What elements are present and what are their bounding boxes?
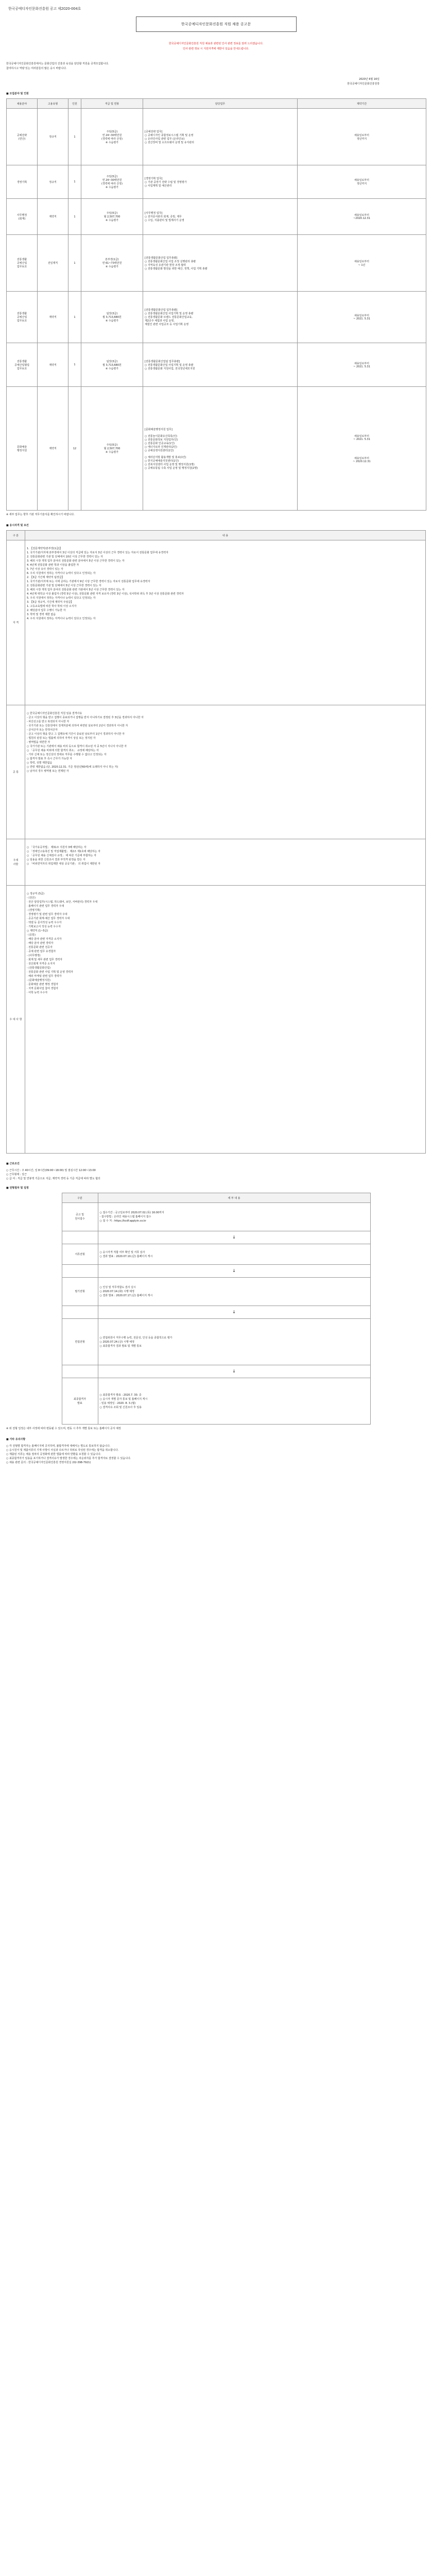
recruitment-header-row	[7, 99, 426, 109]
cell-duties: [문화예술행정지원 업무] ○ 전통놀이문화유산목록(인) ○ 전통문화정보 지원업무(인) ○ 전통문화 인증교육(1인) ○ 에너지로라 인재관리(2인) ○ 공예상생지원센터(1인) ○ 체리단지방 활용개발 및 홍보(1인) ○ 한지공예예술지원센터(1인) ○ 전북지원센터 사업 운영 및 행정지원(1명) ○ 공예유통팀 수축 사업 운영 및 행정지원(2명)	[143, 387, 298, 511]
header-count: 인원	[68, 99, 81, 109]
cell-field: 전통생활 공예산업 업무보조	[7, 235, 38, 292]
table-row	[7, 886, 426, 1154]
note-line: ○ 채용 관련 문의 : 한국공예디자인문화진흥원 경영지원실 (02-398-7921)	[6, 1461, 91, 1464]
cell-field: 공예전략 (연산)	[7, 109, 38, 165]
header-detail: 세 부 내 용	[98, 1193, 370, 1203]
cell-count: 1	[68, 109, 81, 165]
cell-period: 채용일로부터 ~ 2021. 5.31	[298, 343, 426, 387]
cell-field: 전통생활 공예산업 업무보조	[7, 292, 38, 343]
process-arrow-row	[62, 1231, 370, 1244]
cell-grade: 주임(5급) 연 24~30백만원 (경력에 따라 산정) ※ 수습평가	[81, 165, 143, 199]
cell-period: 채용일로부터 ~2020.12.31	[298, 199, 426, 235]
cell-grade: 주임(5급) 연 24~30백만원 (경력에 따라 산정) ※ 수습평가	[81, 109, 143, 165]
cell-period: 채용일로부터 정년까지	[298, 109, 426, 165]
process-row	[62, 1244, 370, 1265]
requirements-header-row	[7, 531, 426, 540]
cell-type: 계약직	[38, 343, 68, 387]
cell-grade: 주임(5급) 월 2,507,700 ※ 수습평가	[81, 199, 143, 235]
cell-field: 문화예술 행정지원	[7, 387, 38, 511]
process-header-row	[62, 1193, 370, 1203]
date-block	[6, 77, 379, 87]
process-row	[62, 1278, 370, 1306]
requirement-content: ○ 한국공예디자인문화진흥원 직원 임용 결격사유 - 금고 이상의 형을 받고 집행이 종료되거나 집행을 받지 아니하기로 결정된 후 3년을 경과하지 아니한 자 - 파산선고를 받고 복권되지 아니한 자 - 국가기관 또는 진흥원에서 징계처분에 의하여 파면된 날로부터 2년이 경과하지 아니한 자 - 금치산자 또는 한정치산자 - 금고 이상의 형을 받고 그 집행유예 기간이 종료된 날로부터 1년이 경과하지 아니한 자 - 법원의 판결 또는 법률에 의하여 자격이 상실 또는 정지된 자 - 병역법을 위반한 자 ○ 국가기관 또는 기관에서 채용 비리 등으로 합격이 취소된 자 중 5년이 지나지 아니한 자 ○ 「공무원 채용 비위에 의한 합격의 취소」 규정에 해당하는 자 - 기타 신체 또는 정신상의 장애로 직무를 수행할 수 없다고 인정되는 자 ○ 합격자 발표 후 즉시 근무가 가능한 자 ○ 학력, 성별 제한없음 ○ 연령 제한없음 (단, 2020.12.31. 기준 정년(만60세)에 도래하지 아니 하는 자) ○ 남자의 경우 병역필 또는 면제된 자	[25, 705, 426, 839]
cell-field: 사무행정 (회계)	[7, 199, 38, 235]
down-arrow-icon: ↓	[98, 1231, 370, 1244]
cell-count: 1	[68, 235, 81, 292]
cell-count: 12	[68, 387, 81, 511]
process-detail: ○ 접수기간 : 공고일로부터 2020.07.02.(목) 16:00까지 - 접수방법 : 온라인 채용시스템 홈페이지 접수 ○ 접 수 처 : https://kcdf.applyin.co.kr	[98, 1203, 370, 1231]
process-stage: 서류전형	[62, 1244, 98, 1265]
process-arrow-row	[62, 1365, 370, 1378]
notice-org: 한국공예디자인문화진흥원장	[347, 82, 379, 86]
intro-para-2: 참여하시고 역량 있는 여러분들의 많은 응시 바랍니다.	[6, 67, 67, 70]
conditions-list	[6, 1168, 426, 1181]
intro-paragraph	[6, 62, 426, 71]
arrow-spacer	[62, 1265, 98, 1278]
cell-type: 계약직	[38, 387, 68, 511]
cell-duties: [사무행정 업무] ○ 전자문서관리 회계, 증빙, 제무 ○ 수입, 지출관리 및 법제사기 운영	[143, 199, 298, 235]
requirement-content: ○ 「국가유공자법」 제31조 지원자 3배 해당하는 자 ○ 「장애인고용촉진 및 직업재활법」 제2조 제1호에 해당하는 자 ○ 「공무원 채용 신체검사 규정」 에 따른 기준에 부합하는 자 ○ 임용을 위한 신원조사 결과 부적격 판정을 받은 자 ○ 「비위면직자의 취업제한 대상 공공기관」 의 취업이 제한된 자	[25, 839, 426, 886]
requirements-table	[6, 530, 426, 1154]
cell-duties: [전통생활문화산업 업무총괄] ○ 전통생활문화산업 사업 조정 실행관리 총괄 ○ 지역육성 유관기관 현장 조정·협력 ○ 전통생활문화 발전을 위한 예산, 정책, 사업 기획 총괄	[143, 235, 298, 292]
cell-period: 채용일로부터 ~ 2021. 5.31 채용일로부터 ~ 2020.12.31	[298, 387, 426, 511]
process-detail: ○ 최종합격자 발표 : 2020.7. 30. 중 ○ 응시자 개별 문자 통보 및 홈페이지 게시 - 임용 예정일 : 2020. 8. 3.(월) ○ 결격사유 조회 및 신원조사 후 임용	[98, 1378, 370, 1425]
condition-line: ○ 급 여 : 직급 및 연봉액 기준으로 지급, 계약직 경력 등 기준 직급에 따라 별도 협의	[6, 1177, 100, 1180]
header-type: 고용유형	[38, 99, 68, 109]
header-category: 구 분	[7, 531, 25, 540]
cell-field: 경영기획	[7, 165, 38, 199]
condition-line: ○ 근무형태 : 상근	[6, 1173, 27, 1176]
cell-duties: [전통생활문화산업 업무총괄] ○ 전통생활문화산업 사업기획 및 운영 총괄 ○ 전통생활문화 브랜드 전통문화산업교육, 제2공주 체험과 사업 운영, 체험인 관련 사업공모 등 사업기획 운영	[143, 292, 298, 343]
table-row	[7, 387, 426, 511]
process-stage: 면접전형	[62, 1319, 98, 1365]
note-line: ○ 최종합격자가 임용을 포기하거나 결격사유가 발생한 경우에는 차순위자를 추가 합격자로 결정할 수 있습니다.	[6, 1457, 131, 1460]
intro-notice	[6, 41, 426, 52]
process-row	[62, 1203, 370, 1231]
table-row	[7, 109, 426, 165]
header-period: 계약기간	[298, 99, 426, 109]
process-table	[62, 1193, 371, 1425]
cell-duties: [경영기획 업무] ○ 기관 중장기 전략 수립 및 경영평가 ○ 사업계획 및 예산관리	[143, 165, 298, 199]
process-row	[62, 1319, 370, 1365]
table-row	[7, 540, 426, 705]
notice-title: 한국공예디자인문화진흥원 직원 채용 공고문	[136, 16, 297, 32]
cell-duties: [전통생활문화산업팀 업무총괄] ○ 전통생활문화산업 사업기획 및 운영 총괄 ○ 전통생활문화 지원사업, 전국청년세모지원	[143, 343, 298, 387]
table-row	[7, 165, 426, 199]
cell-field: 전통생활 공예산업협업 업무보조	[7, 343, 38, 387]
header-content: 내 용	[25, 531, 426, 540]
table-row	[7, 235, 426, 292]
cell-count: 1	[68, 199, 81, 235]
down-arrow-icon: ↓	[98, 1365, 370, 1378]
cell-type: 정규직	[38, 109, 68, 165]
cell-type: 계약직	[38, 199, 68, 235]
header-field: 채용분야	[7, 99, 38, 109]
notice-page	[6, 0, 426, 1465]
notice-number: 한국공예디자인문화진흥원 공고 제2020-004호	[8, 7, 81, 11]
process-detail: ○ 응시자격 적합 여부 확인 및 서류 심사 ○ 결과 발표 : 2020.07.10.(금) 홈페이지 게시	[98, 1244, 370, 1265]
table-row	[7, 705, 426, 839]
cell-type: 계약직	[38, 292, 68, 343]
table-row	[7, 343, 426, 387]
arrow-spacer	[62, 1306, 98, 1319]
arrow-spacer	[62, 1231, 98, 1244]
table-row	[7, 292, 426, 343]
header-stage: 구분	[62, 1193, 98, 1203]
cell-type: 전일제직	[38, 235, 68, 292]
process-note: ※ 위 전형 일정은 내부 사정에 따라 변동될 수 있으며, 변동 시 추후 개별 통보 또는 홈페이지 공지 예정	[6, 1427, 121, 1430]
note-line: ○ 각 전형별 합격자는 홈페이지에 공지하며, 불합격자에 대해서는 별도로 통보하지 않습니다.	[6, 1445, 111, 1448]
arrow-spacer	[62, 1365, 98, 1378]
cell-grade: 본부장(1급) 연 61~73백만원 ※ 수습평가	[81, 235, 143, 292]
intro-para-1: 한국공예디자인문화진흥원에서는 문화산업의 진흥과 육성을 담당할 직원을 공개모집합니다.	[6, 62, 109, 65]
cell-count: 1	[68, 165, 81, 199]
requirement-content: 1. 【전문계약직/본부장(1급)】 1. 국가기관/지자체 본부장에서 3년 이상의 직급에 있는 자로서 3년 이상의 근무 경력이 있는 자로서 전통문화 업무에 유경력자 2. 전통문화관련 기관 및 단체에서 10년 이상 근무한 경력이 있는 자 3. 해외 시장 개척 업무 분야의 전통문화 관련 분야에서 5년 이상 근무한 경력이 있는 자 4. 4년제 전통문화 관련 학과 이상을 졸업한 자 5. 7년 이상 유사 경력이 있는 자 6. 우리 지원에서 정하는 자격이나 능력이 있다고 인정되는 자 2. 【3급 기간제 계약직 팀장급】 1. 국가기관/지자체 또는 이에 준하는 기관에서 9년 이상 근무한 경력이 있는 자로서 전통문화 업무에 유경력자 2. 전통문화관련 기관 및 단체에서 5년 이상 근무한 경력이 있는 자 3. 해외 시장 개척 업무 분야의 전통문화 관련 기관에서 5년 이상 근무한 경력이 있는 자 4. 4년제 대학교 이상 졸업자 (경력 5년 이상), 전통문화 관련 자격 보유자 (경력 3년 이상), 석사학위 취득 후 3년 이상 전통문화 관련 경력자 5. 우리 지원에서 정하는 자격이나 능력이 있다고 인정되는 자 3. 【5급 정규직, 기간제 계약직 주임급】 1. 고등교육법에 따른 학사 학위 이상 소지자 2. 해당분야 업무 수행이 가능한 자 3. 학력 및 경력 제한 없음 4. 우리 지원에서 정하는 자격이나 능력이 있다고 인정되는 자	[25, 540, 426, 705]
process-stage: 필기전형	[62, 1278, 98, 1306]
cell-grade: 주임(5급) 월 2,507,700 ※ 수습평가	[81, 387, 143, 511]
cell-duties: [공예전략 업무] ○ 공예디자인 종합정보시스템 기획 및 운영 ○ 온라인사업 관련 업무 (온라인보) ○ 전산장비 및 소프트웨어 운영 및 유지관리	[143, 109, 298, 165]
requirement-label: 우대 사항	[7, 839, 25, 886]
requirement-label: 우 대 사 항	[7, 886, 25, 1154]
notes-list	[6, 1444, 426, 1465]
cell-grade: 팀장(3급) 월 3,713,680원 ※ 수습평가	[81, 292, 143, 343]
requirement-content: ○ 정규직 (5급) - (전산) · 전산 담당업무(시스템, 하드웨어, 보안, 서버관리) 경력자 우대 · 홈페이지 관련 업무 경력자 우대 - (경영기획) · 경영평가 및 관련 업무 경력자 우대 · 공공기관 회계·예산 업무 경력자 우대 · 엑셀 등 문서작성 능력 우수자 · 기획보고서 작성 능력 우수자 ○ 계약직 (1~5급) - (공통) · 해당 분야 관련 자격증 소지자 · 해당 분야 관련 경력자 · 전통문화 관련 전공자 · 공예 관련 업무 유경험자 - (사무행정) · 회계 및 세무 관련 업무 경력자 · 전산회계 자격증 소지자 - (전통생활문화산업) · 전통문화 관련 사업 기획 및 운영 경력자 · 해외 마케팅 관련 업무 경력자 - (문화예술행정지원) · 문화예술 관련 행정 경험자 · 지역 문화사업 참여 경험자 · 어학 능력 우수자	[25, 886, 426, 1154]
cell-period: 채용일로부터 정년까지	[298, 165, 426, 199]
section-notes-title: ■ 기타 유의사항	[6, 1438, 26, 1441]
section-requirements-title: ■ 응시자격 및 요건	[6, 524, 29, 527]
recruitment-note: ※ 세부 업무는 향후 기관 직무기술서를 확인하시기 바랍니다.	[6, 513, 75, 516]
process-stage: 최종합격자 발표	[62, 1378, 98, 1425]
cell-count: 1	[68, 343, 81, 387]
requirement-label: 자 격	[7, 540, 25, 705]
cell-period: 채용일로부터 ~ 2021. 5.31	[298, 292, 426, 343]
cell-count: 1	[68, 292, 81, 343]
process-detail: ○ 면접위원이 직무수행 능력, 전문성, 인성 등을 종합적으로 평가 ○ 2020.07.24.(금) 시행 예정 ○ 최종합격자 결과 발표 및 개별 통보	[98, 1319, 370, 1365]
table-row	[7, 839, 426, 886]
header-grade: 직급 및 연봉	[81, 99, 143, 109]
section-process-title: ■ 전형절차 및 일정	[6, 1187, 29, 1190]
condition-line: ○ 근무시간 : 주 40시간, 일 8시간(09:00~18:00) 및 점심시간 12:00~13:00	[6, 1169, 96, 1172]
cell-period: 채용일로부터 ~ 1년	[298, 235, 426, 292]
process-detail: ○ 인성 및 직무적합도 검사 실시 ○ 2020.07.14.(화) 시행 예정 ○ 결과 발표 : 2020.07.17.(금) 홈페이지 게시	[98, 1278, 370, 1306]
down-arrow-icon: ↓	[98, 1265, 370, 1278]
section-conditions-title: ■ 근로조건	[6, 1162, 20, 1165]
process-row	[62, 1378, 370, 1425]
header-duties: 담당업무	[143, 99, 298, 109]
process-arrow-row	[62, 1306, 370, 1319]
process-stage: 공고 및 원서접수	[62, 1203, 98, 1231]
process-arrow-row	[62, 1265, 370, 1278]
table-row	[7, 199, 426, 235]
section-recruitment-title: ■ 모집분야 및 인원	[6, 92, 29, 95]
cell-type: 정규직	[38, 165, 68, 199]
notice-date: 2020년 6월 16일	[359, 78, 379, 81]
note-line: ○ 제출된 서류는 채용 절차의 공정화에 관한 법률에 따라 반환을 요청할 수 있습니다.	[6, 1453, 101, 1456]
recruitment-table	[6, 98, 426, 511]
requirement-label: 공 통	[7, 705, 25, 839]
note-line: ○ 응시원서 및 제출서류의 기재 사항이 사실과 다르거나 허위로 작성된 경우에는 합격을 취소합니다.	[6, 1449, 119, 1452]
intro-line-1: 한국공예디자인문화진흥원 직원 채용과 관련된 인사 관련 정보를 알려 드리겠습니다.	[168, 42, 264, 45]
intro-line-2: 인사 관련 정보 시 지원자격에 제한이 있음을 안내드립니다.	[183, 47, 249, 50]
down-arrow-icon: ↓	[98, 1306, 370, 1319]
cell-grade: 팀장(3급) 월 3,713,680원 ※ 수습평가	[81, 343, 143, 387]
